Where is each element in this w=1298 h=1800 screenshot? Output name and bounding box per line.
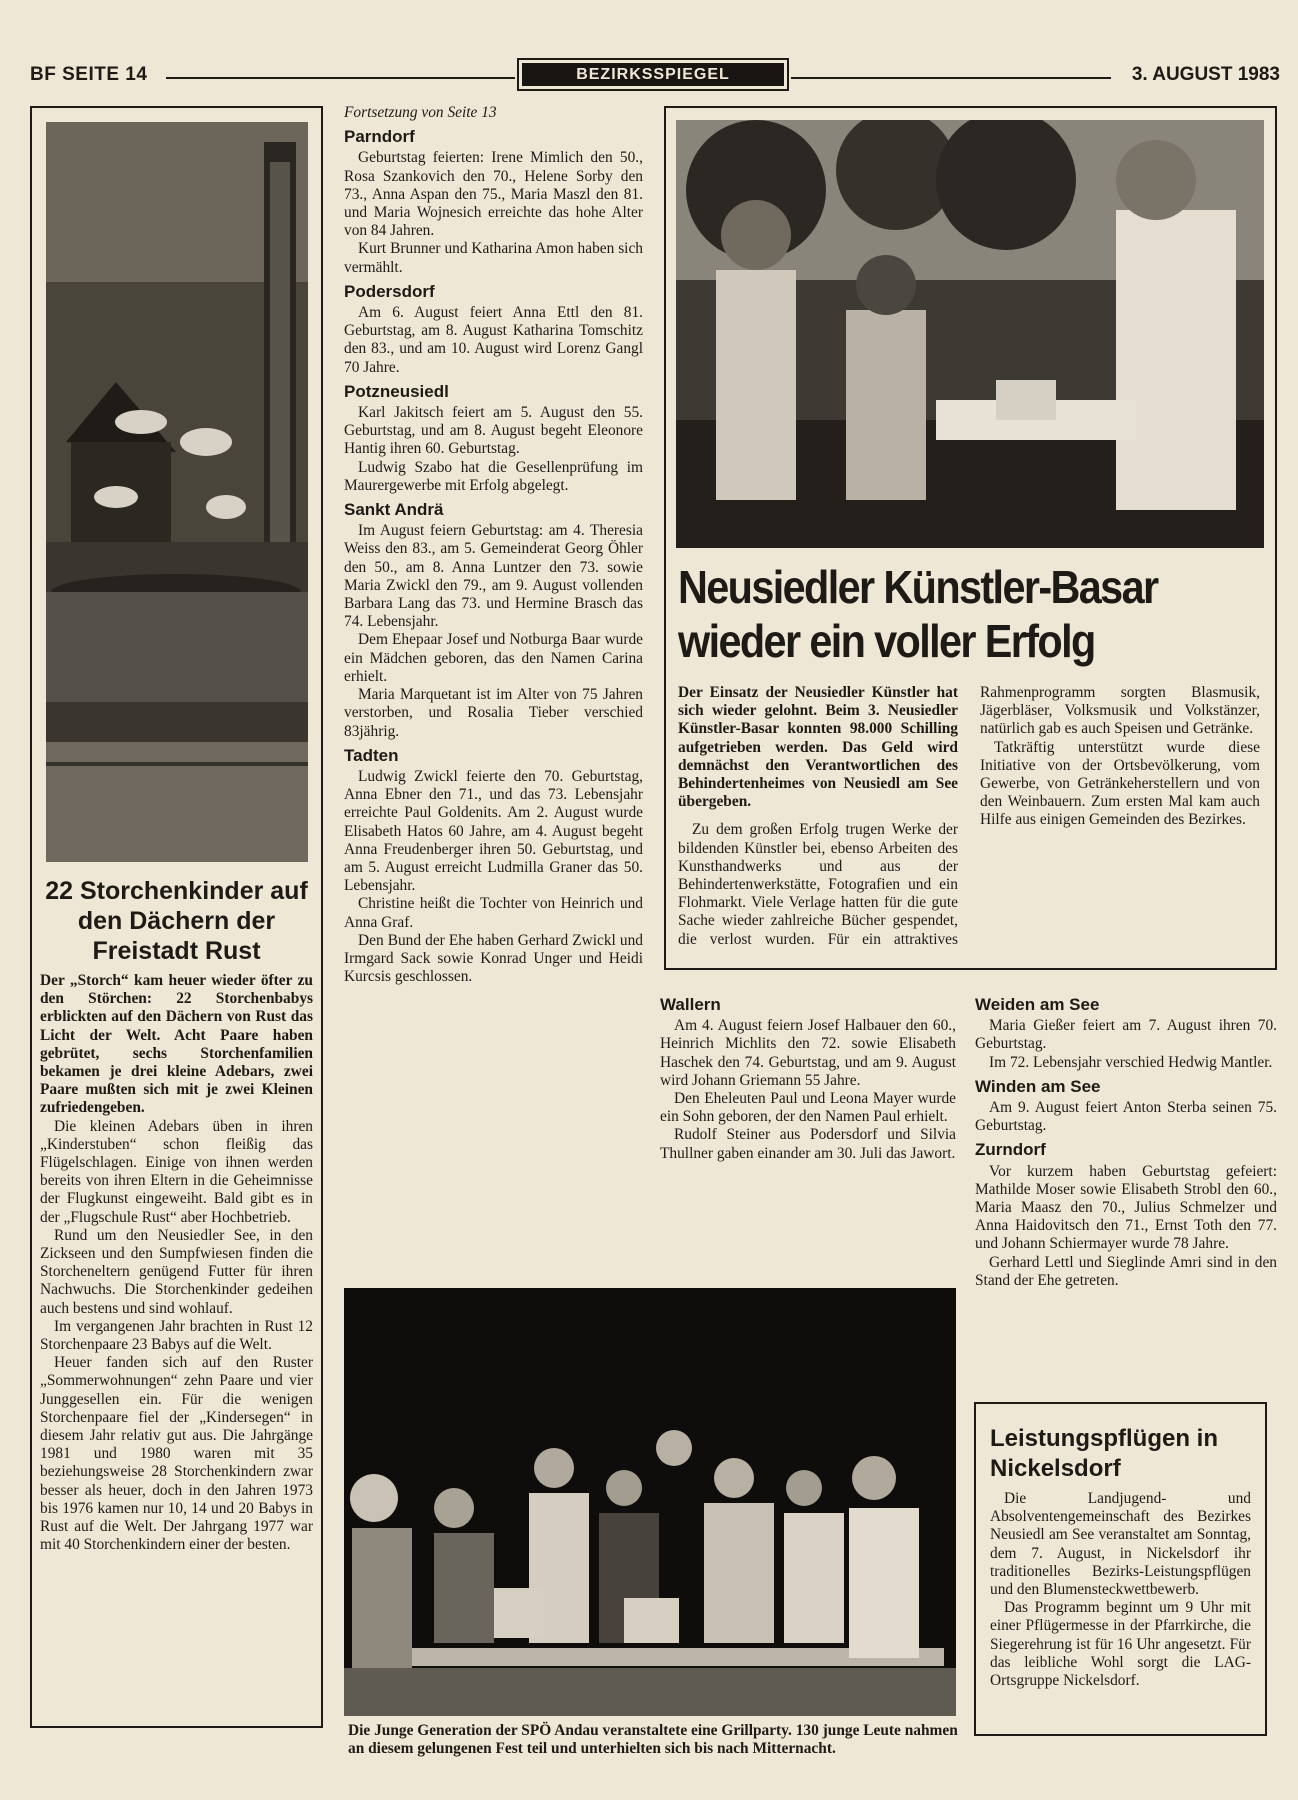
wallern-article: [660, 990, 956, 1163]
leistung-body: [990, 1490, 1251, 1690]
page-label: BF SEITE 14: [30, 64, 148, 85]
place-heading: Winden am See: [975, 1076, 1101, 1096]
place-paragraph: Vor kurzem haben Geburtstag gefeiert: Mathilde Moser sowie Elisabeth Strobl den 60., Maria Maasz den 70., Julius Schmelzer und Anna Haidovitsch den 71., Ernst Toth den 77. und Johann Schiermayer wurde 78 Jahre.: [975, 1162, 1277, 1253]
birthday-column: [344, 104, 643, 986]
place-paragraph: Maria Marquetant ist im Alter von 75 Jahren verstorben, und Rosalia Tieber verschied 83jährig.: [344, 686, 643, 740]
grill-caption: Die Junge Generation der SPÖ Andau veranstaltete eine Grillparty. 130 junge Leute nahmen an diesem gelungenen Fest teil und unterhielten sich bis nach Mitternacht.: [348, 1722, 958, 1758]
place-heading: Potzneusiedl: [344, 381, 449, 401]
basar-photo: [676, 120, 1264, 548]
place-paragraph: Dem Ehepaar Josef und Notburga Baar wurde ein Mädchen geboren, das den Namen Carina erhielt.: [344, 631, 643, 685]
leistung-headline: Leistungspflügen in Nickelsdorf: [990, 1425, 1218, 1482]
page-date: 3. AUGUST 1983: [1131, 64, 1280, 85]
place-heading: Weiden am See: [975, 995, 1100, 1014]
place-heading: Podersdorf: [344, 281, 435, 301]
place-paragraph: Den Bund der Ehe haben Gerhard Zwickl und Irmgard Sack sowie Konrad Unger und Heidi Kurcsis geschlossen.: [344, 931, 643, 986]
storch-paragraph: Im vergangenen Jahr brachten in Rust 12 Storchenpaare 23 Babys auf die Welt.: [40, 1317, 313, 1354]
header-rule-left: [166, 77, 515, 79]
place-paragraph: Im 72. Lebensjahr verschied Hedwig Mantler.: [989, 1053, 1273, 1071]
place-paragraph: Gerhard Lettl und Sieglinde Amri sind in den Stand der Ehe getreten.: [975, 1253, 1277, 1289]
place-paragraph: Ludwig Zwickl feierte den 70. Geburtstag, Anna Ebner den 71., und das 73. Lebensjahr erreichte Paul Goldenits. Am 2. August wurde Elisabeth Hatos 60 Jahre, am 4. August begeht Anna Freudenberger ihren 50. Geburtstag, und am 5. August erreicht Ludmilla Graner das 50. Lebensjahr.: [344, 767, 643, 895]
place-heading: Zurndorf: [975, 1140, 1046, 1160]
leistung-box: [974, 1402, 1267, 1736]
place-paragraph: Karl Jakitsch feiert am 5. August den 55. Geburtstag, und am 8. August begeht Eleonore Hantig ihren 60. Geburtstag.: [344, 404, 643, 458]
place-heading: Parndorf: [344, 127, 415, 147]
basar-paragraph: Tatkräftig unterstützt wurde diese Initiative von der Ortsbevölkerung, vom Gewerbe, von Getränkeherstellern und von den Weinbauern. Zum ersten Mal kam auch Hilfe aus einigen Gemeinden des Bezirkes.: [980, 738, 1260, 829]
leistung-paragraph: Die Landjugend- und Absolventengemeinschaft des Bezirkes Neusiedl am See veranstaltet am Sonntag, dem 7. August, in Nickelsdorf ihr traditionelles Bezirks-Leistungspflügen und den Blumensteckwettbewerb.: [990, 1490, 1251, 1599]
grill-photo-image: [344, 1288, 956, 1716]
place-paragraph: Am 6. August feiert Anna Ettl den 81. Geburtstag, am 8. August Katharina Tomschitz den 83., und am 10. August wird Lorenz Gangl 70 Jahre.: [344, 304, 643, 376]
basar-headline-line1: Neusiedler Künstler-Basar: [678, 561, 1158, 613]
basar-headline-line2: wieder ein voller Erfolg: [678, 615, 1095, 667]
place-heading: Wallern: [660, 995, 721, 1014]
place-paragraph: Christine heißt die Tochter von Heinrich und Anna Graf.: [344, 895, 643, 931]
right-column: [975, 990, 1277, 1290]
header-rule-right: [791, 77, 1111, 79]
place-paragraph: Den Eheleuten Paul und Leona Mayer wurde ein Sohn geboren, der den Namen Paul erhielt.: [660, 1090, 956, 1126]
basar-lead: Der Einsatz der Neusiedler Künstler hat sich wieder gelohnt. Beim 3. Neusiedler Künstler-Basar konnten 98.000 Schilling aufgetrieben werden. Das Geld wird demnächst den Verantwortlichen des Behindertenheimes von Neusiedl am See übergeben.: [678, 684, 958, 811]
section-banner: [517, 58, 789, 91]
place-paragraph: Geburtstag feierten: Irene Mimlich den 50., Rosa Szankovich den 70., Helene Sorby den 73., Anna Aspan den 75., Maria Maszl den 81. und Maria Wojnesich erreichte das hohe Alter von 84 Jahren.: [344, 149, 643, 240]
stork-photo: [46, 122, 308, 862]
storch-headline: 22 Storchenkinder auf den Dächern der Freistadt Rust: [45, 877, 308, 965]
storch-lead: Der „Storch“ kam heuer wieder öfter zu den Störchen: 22 Storchenbabys erblickten auf den Dächern von Rust das Licht der Welt. Acht Paare haben gebrütet, sechs Storchenfamilien bekamen je drei kleine Adebars, zwei Paare mußten sich mit je zwei Kleinen zufriedengeben.: [40, 972, 313, 1117]
section-title: BEZIRKSSPIEGEL: [522, 63, 784, 86]
place-paragraph: Rudolf Steiner aus Podersdorf und Silvia Thullner gaben einander am 30. Juli das Jawort.: [660, 1126, 956, 1162]
place-paragraph: Maria Gießer feiert am 7. August ihren 70. Geburtstag.: [975, 1017, 1277, 1053]
leistung-paragraph: Das Programm beginnt um 9 Uhr mit einer Pflügermesse in der Pfarrkirche, die Siegerehrung ist für 16 Uhr angesetzt. Für das leibliche Wohl sorgt die LAG-Ortsgruppe Nickelsdorf.: [990, 1599, 1251, 1690]
place-heading: Sankt Andrä: [344, 500, 444, 520]
place-heading: Tadten: [344, 745, 399, 765]
place-paragraph: Kurt Brunner und Katharina Amon haben sich vermählt.: [344, 240, 643, 276]
place-paragraph: Ludwig Szabo hat die Gesellenprüfung im Maurergewerbe mit Erfolg abgelegt.: [344, 458, 643, 494]
place-paragraph: Am 9. August feiert Anton Sterba seinen 75. Geburtstag.: [975, 1099, 1277, 1135]
storch-paragraph: Rund um den Neusiedler See, in den Zickseen und den Sumpfwiesen finden die Storcheneltern genügend Futter für ihren Nachwuchs. Die Storchenkinder gedeihen auch bestens und sind wohlauf.: [40, 1226, 313, 1317]
basar-body: [678, 684, 1260, 966]
place-paragraph: Am 4. August feiern Josef Halbauer den 60., Heinrich Michlits den 72. sowie Elisabeth Haschek den 74. Geburtstag, und am 9. August wird Johann Griemann 55 Jahre.: [660, 1017, 956, 1089]
storch-paragraph: Die kleinen Adebars üben in ihren „Kinderstuben“ schon fleißig das Flügelschlagen. Einige von ihnen werden bereits von ihren Eltern in die Geheimnisse der Flugkunst eingeweiht. Bald gibt es in der „Flugschule Rust“ aber Hochbetrieb.: [40, 1117, 313, 1226]
basar-paragraph: Zu dem großen Erfolg trugen Werke der bildenden Künstler bei, ebenso Arbeiten des Kunsthandwerks und aus der Behindertenwerkstätte, Fotografien und ein Flohmarkt. Viele Verlage hatten für die gute Sache wieder zahlreiche Bücher gespendet, die verlost wurden. Für ein attraktives Rahmenprogramm sorgten Blasmusik, Jägerbläser, Volksmusik und Volkstänzer, natürlich gab es auch Speisen und Getränke.: [678, 684, 1260, 948]
storch-body: [40, 972, 313, 1555]
grill-photo: [344, 1288, 956, 1716]
storch-paragraph: Heuer fanden sich auf den Ruster „Sommerwohnungen“ zehn Paare und vier Junggesellen ein. Für die wenigen Storchenpaare fiel der „Kindersegen“ in diesem Jahr relativ gut aus. Die Jahrgänge 1981 und 1980 waren mit 35 beziehungsweise 28 Storchenkindern zwar besser als heuer, doch in den Jahren 1973 bis 1976 kamen nur 10, 14 und 20 Babys in Rust auf die Welt. Der Jahrgang 1977 war mit 40 Storchenkindern einer der besten.: [40, 1354, 313, 1554]
place-paragraph: Im August feiern Geburtstag: am 4. Theresia Weiss den 83., am 5. Gemeinderat Georg Öhler den 50., am 8. Anna Luntzer den 73. sowie Maria Zwickl den 79., am 9. August vollenden Barbara Lang das 73. und Hermine Brasch das 74. Lebensjahr.: [344, 522, 643, 631]
continuation-note: Fortsetzung von Seite 13: [344, 104, 497, 121]
stork-photo-image: [46, 122, 308, 862]
basar-photo-image: [676, 120, 1264, 548]
